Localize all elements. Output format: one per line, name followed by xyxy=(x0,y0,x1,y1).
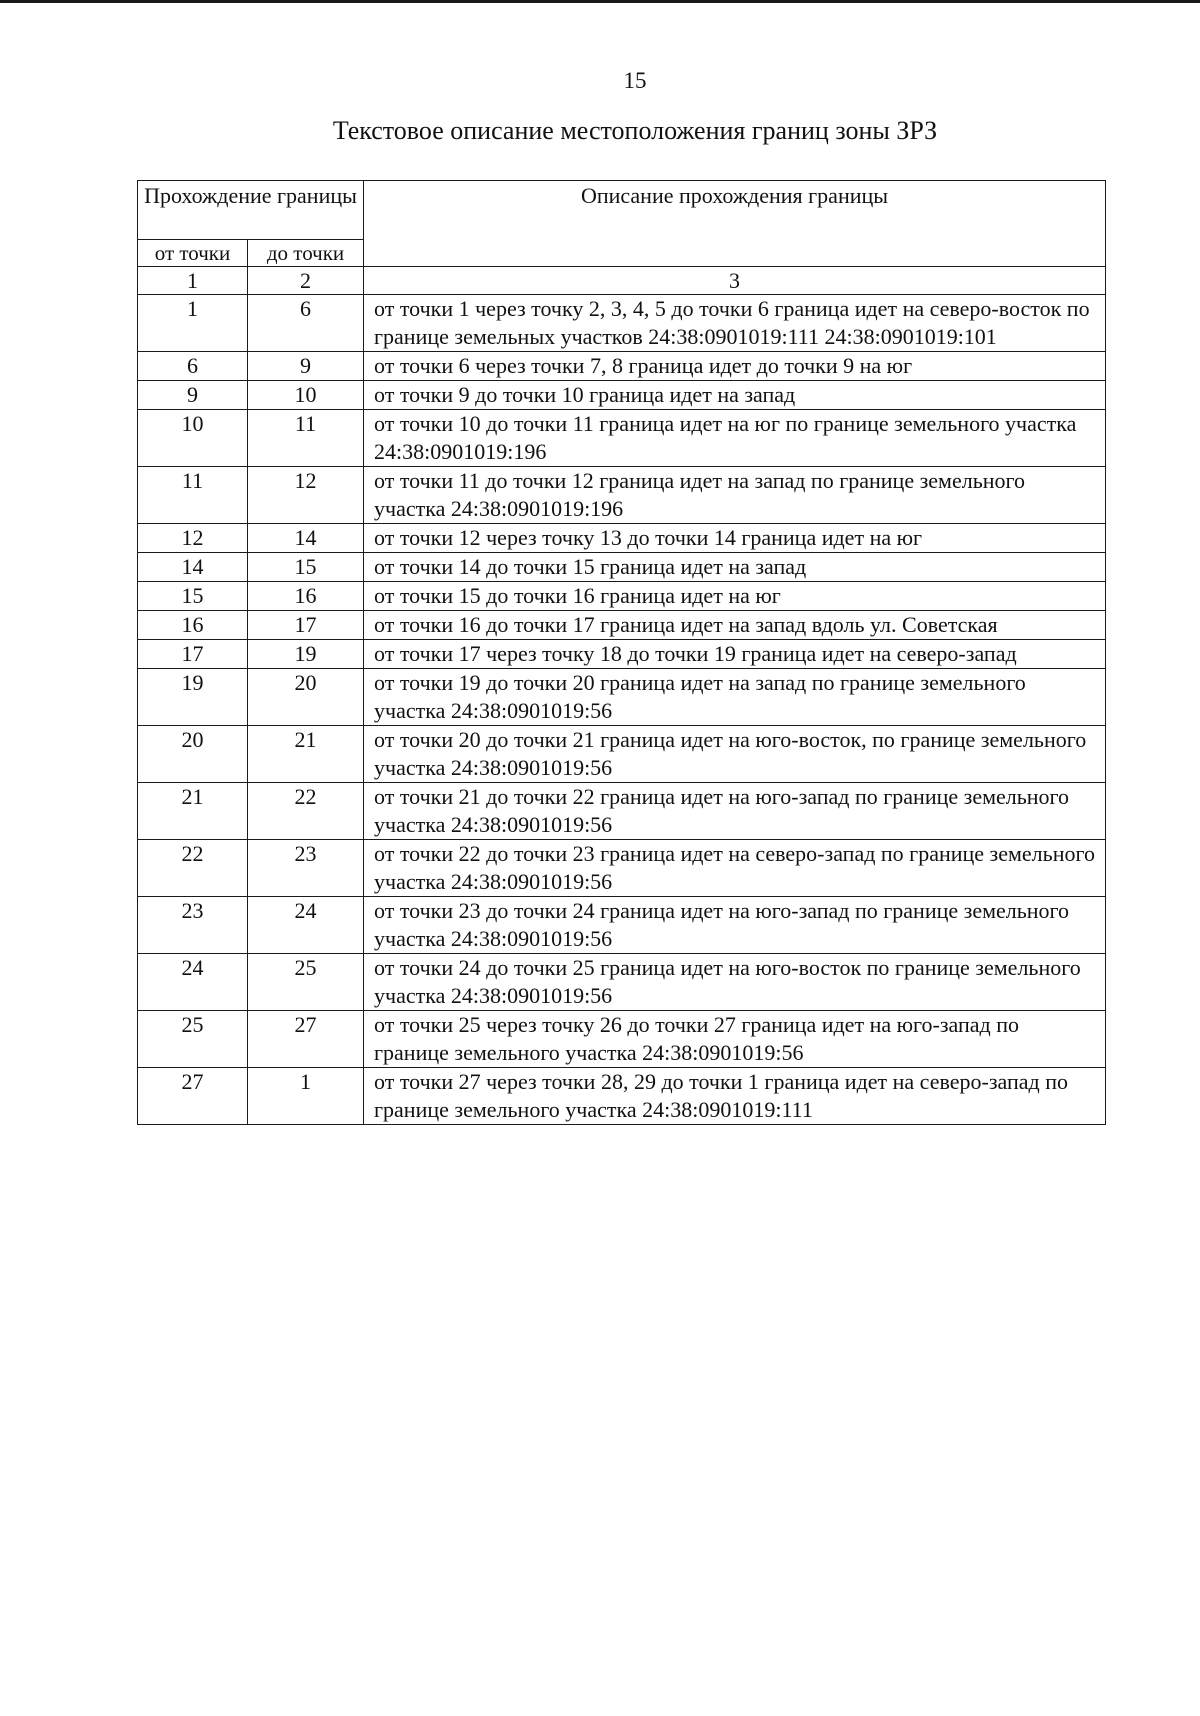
table-header-row xyxy=(138,181,1106,240)
column-number-row xyxy=(138,267,1106,295)
from-point-cell: 15 xyxy=(138,582,248,611)
description-cell: от точки 14 до точки 15 граница идет на запад xyxy=(364,553,1106,582)
column-number: 2 xyxy=(248,267,364,295)
to-point-cell: 20 xyxy=(248,669,364,726)
description-cell: от точки 25 через точку 26 до точки 27 граница идет на юго-запад по границе земельного участка 24:38:0901019:56 xyxy=(364,1011,1106,1068)
description-cell: от точки 16 до точки 17 граница идет на запад вдоль ул. Советская xyxy=(364,611,1106,640)
table-body xyxy=(138,295,1106,1125)
description-cell: от точки 11 до точки 12 граница идет на запад по границе земельного участка 24:38:0901019:196 xyxy=(364,467,1106,524)
from-point-cell: 6 xyxy=(138,352,248,381)
to-point-cell: 11 xyxy=(248,410,364,467)
table-row xyxy=(138,840,1106,897)
table-row xyxy=(138,611,1106,640)
table-row xyxy=(138,897,1106,954)
from-point-cell: 17 xyxy=(138,640,248,669)
description-cell: от точки 6 через точки 7, 8 граница идет до точки 9 на юг xyxy=(364,352,1106,381)
description-cell: от точки 21 до точки 22 граница идет на юго-запад по границе земельного участка 24:38:0901019:56 xyxy=(364,783,1106,840)
from-point-cell: 25 xyxy=(138,1011,248,1068)
table-row xyxy=(138,669,1106,726)
header-description: Описание прохождения границы xyxy=(364,181,1106,267)
table-row xyxy=(138,582,1106,611)
description-cell: от точки 24 до точки 25 граница идет на юго-восток по границе земельного участка 24:38:0901019:56 xyxy=(364,954,1106,1011)
from-point-cell: 9 xyxy=(138,381,248,410)
table-row xyxy=(138,1011,1106,1068)
boundary-table xyxy=(137,180,1106,1125)
to-point-cell: 25 xyxy=(248,954,364,1011)
table-row xyxy=(138,783,1106,840)
from-point-cell: 27 xyxy=(138,1068,248,1125)
scan-edge xyxy=(0,0,1200,3)
from-point-cell: 11 xyxy=(138,467,248,524)
to-point-cell: 21 xyxy=(248,726,364,783)
header-to-point: до точки xyxy=(248,240,364,267)
to-point-cell: 10 xyxy=(248,381,364,410)
description-cell: от точки 10 до точки 11 граница идет на юг по границе земельного участка 24:38:0901019:196 xyxy=(364,410,1106,467)
table-row xyxy=(138,295,1106,352)
from-point-cell: 19 xyxy=(138,669,248,726)
page-number: 15 xyxy=(623,68,647,93)
to-point-cell: 24 xyxy=(248,897,364,954)
from-point-cell: 24 xyxy=(138,954,248,1011)
from-point-cell: 10 xyxy=(138,410,248,467)
to-point-cell: 17 xyxy=(248,611,364,640)
from-point-cell: 12 xyxy=(138,524,248,553)
description-cell: от точки 15 до точки 16 граница идет на юг xyxy=(364,582,1106,611)
to-point-cell: 14 xyxy=(248,524,364,553)
column-number: 1 xyxy=(138,267,248,295)
table-row xyxy=(138,410,1106,467)
table-row xyxy=(138,640,1106,669)
to-point-cell: 6 xyxy=(248,295,364,352)
table-row xyxy=(138,381,1106,410)
table-row xyxy=(138,467,1106,524)
from-point-cell: 21 xyxy=(138,783,248,840)
table-row xyxy=(138,553,1106,582)
table-row xyxy=(138,954,1106,1011)
from-point-cell: 16 xyxy=(138,611,248,640)
description-cell: от точки 20 до точки 21 граница идет на юго-восток, по границе земельного участка 24:38:0901019:56 xyxy=(364,726,1106,783)
header-from-point: от точки xyxy=(138,240,248,267)
description-cell: от точки 17 через точку 18 до точки 19 граница идет на северо-запад xyxy=(364,640,1106,669)
to-point-cell: 27 xyxy=(248,1011,364,1068)
from-point-cell: 23 xyxy=(138,897,248,954)
description-cell: от точки 9 до точки 10 граница идет на запад xyxy=(364,381,1106,410)
to-point-cell: 9 xyxy=(248,352,364,381)
table-row xyxy=(138,352,1106,381)
description-cell: от точки 22 до точки 23 граница идет на северо-запад по границе земельного участка 24:38:0901019:56 xyxy=(364,840,1106,897)
table-row xyxy=(138,1068,1106,1125)
table-row xyxy=(138,726,1106,783)
description-cell: от точки 1 через точку 2, 3, 4, 5 до точки 6 граница идет на северо-восток по границе земельных участков 24:38:0901019:111 24:38:0901019:101 xyxy=(364,295,1106,352)
header-passage-group: Прохождение границы xyxy=(138,181,364,240)
to-point-cell: 23 xyxy=(248,840,364,897)
description-cell: от точки 27 через точки 28, 29 до точки 1 граница идет на северо-запад по границе земельного участка 24:38:0901019:111 xyxy=(364,1068,1106,1125)
document-title: Текстовое описание местоположения границ зоны ЗРЗ xyxy=(332,116,938,145)
to-point-cell: 15 xyxy=(248,553,364,582)
column-number: 3 xyxy=(364,267,1106,295)
description-cell: от точки 19 до точки 20 граница идет на запад по границе земельного участка 24:38:0901019:56 xyxy=(364,669,1106,726)
from-point-cell: 20 xyxy=(138,726,248,783)
from-point-cell: 14 xyxy=(138,553,248,582)
from-point-cell: 1 xyxy=(138,295,248,352)
table-row xyxy=(138,524,1106,553)
to-point-cell: 19 xyxy=(248,640,364,669)
from-point-cell: 22 xyxy=(138,840,248,897)
description-cell: от точки 23 до точки 24 граница идет на юго-запад по границе земельного участка 24:38:0901019:56 xyxy=(364,897,1106,954)
to-point-cell: 1 xyxy=(248,1068,364,1125)
description-cell: от точки 12 через точку 13 до точки 14 граница идет на юг xyxy=(364,524,1106,553)
to-point-cell: 22 xyxy=(248,783,364,840)
to-point-cell: 16 xyxy=(248,582,364,611)
to-point-cell: 12 xyxy=(248,467,364,524)
